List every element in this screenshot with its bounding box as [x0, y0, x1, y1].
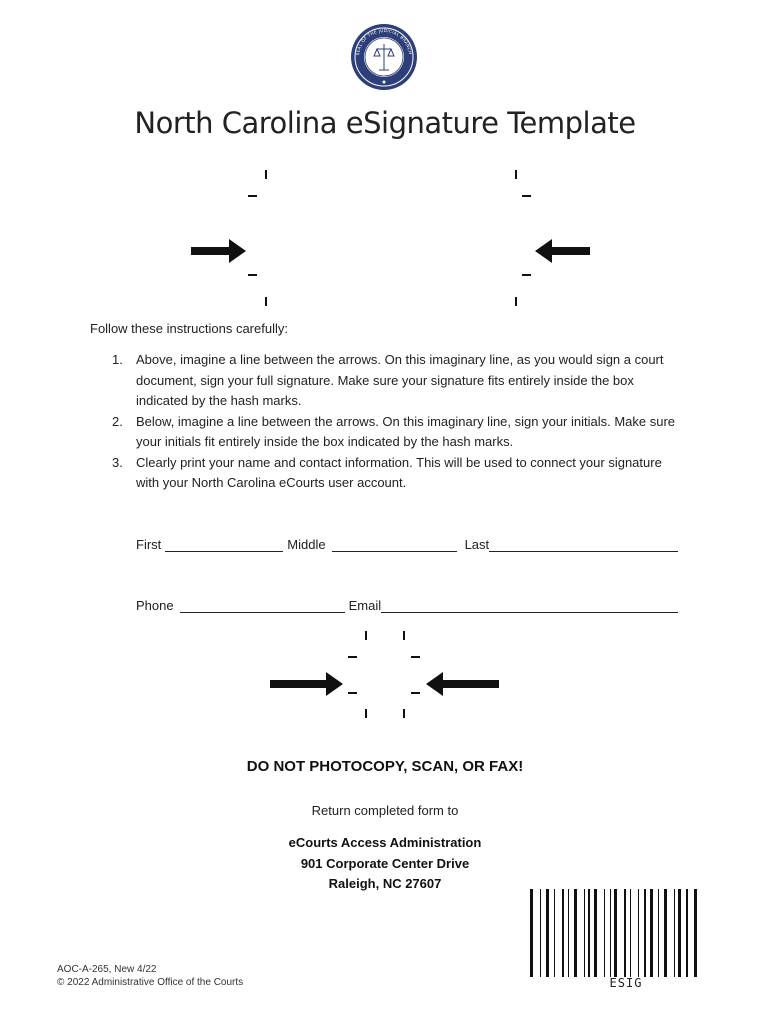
- return-address-line2: 901 Corporate Center Drive: [300, 856, 470, 871]
- warning-text: DO NOT PHOTOCOPY, SCAN, OR FAX!: [246, 758, 524, 775]
- hash-mark: [522, 195, 531, 197]
- hash-mark: [522, 274, 531, 276]
- last-label: Last: [464, 537, 490, 552]
- barcode-text: ESIG: [609, 976, 643, 990]
- email-label: Email: [348, 598, 382, 613]
- barcode: [528, 889, 724, 977]
- form-id: AOC-A-265, New 4/22: [57, 964, 157, 975]
- first-name-field[interactable]: [165, 537, 283, 552]
- arrow-right-icon: [191, 238, 247, 264]
- hash-mark: [411, 656, 420, 658]
- return-address-line1: eCourts Access Administration: [288, 835, 482, 850]
- arrow-left-icon: [534, 238, 590, 264]
- return-label: Return completed form to: [311, 803, 459, 818]
- instruction-item: 3. Clearly print your name and contact information. This will be used to connect your signature with your North Carolina eCourts user account.: [112, 454, 662, 490]
- copyright: © 2022 Administrative Office of the Courts: [57, 977, 244, 988]
- arrow-left-icon: [425, 671, 499, 697]
- instruction-item: 2. Below, imagine a line between the arrows. On this imaginary line, sign your initials. Make sure your initials fit entirely inside the box indicated by the hash marks.: [112, 413, 676, 449]
- contact-fields: [136, 598, 678, 613]
- phone-label: Phone: [136, 598, 174, 613]
- name-fields: [136, 537, 678, 552]
- email-field[interactable]: [381, 598, 678, 613]
- page-title: North Carolina eSignature Template: [134, 106, 636, 140]
- hash-mark: [515, 170, 517, 179]
- court-seal: [349, 22, 419, 92]
- last-name-field[interactable]: [489, 537, 678, 552]
- arrow-right-icon: [270, 671, 344, 697]
- instructions-intro: Follow these instructions carefully:: [90, 321, 288, 336]
- hash-mark: [348, 656, 357, 658]
- hash-mark: [265, 297, 267, 306]
- hash-mark: [411, 692, 420, 694]
- first-label: First: [136, 537, 162, 552]
- instructions-list: [112, 350, 677, 494]
- hash-mark: [265, 170, 267, 179]
- middle-label: Middle: [287, 537, 326, 552]
- middle-name-field[interactable]: [332, 537, 457, 552]
- hash-mark: [365, 709, 367, 718]
- phone-field[interactable]: [180, 598, 345, 613]
- hash-mark: [365, 631, 367, 640]
- hash-mark: [403, 631, 405, 640]
- hash-mark: [515, 297, 517, 306]
- hash-mark: [348, 692, 357, 694]
- hash-mark: [403, 709, 405, 718]
- return-address-line3: Raleigh, NC 27607: [328, 876, 442, 891]
- hash-mark: [248, 274, 257, 276]
- hash-mark: [248, 195, 257, 197]
- seal-lettering: SEAL OF THE JUDICIAL BRANCH: [355, 27, 413, 56]
- instruction-item: 1. Above, imagine a line between the arrows. On this imaginary line, as you would sign a court document, sign your full signature. Make sure your signature fits entirely inside the box indicated by the hash marks.: [112, 352, 664, 408]
